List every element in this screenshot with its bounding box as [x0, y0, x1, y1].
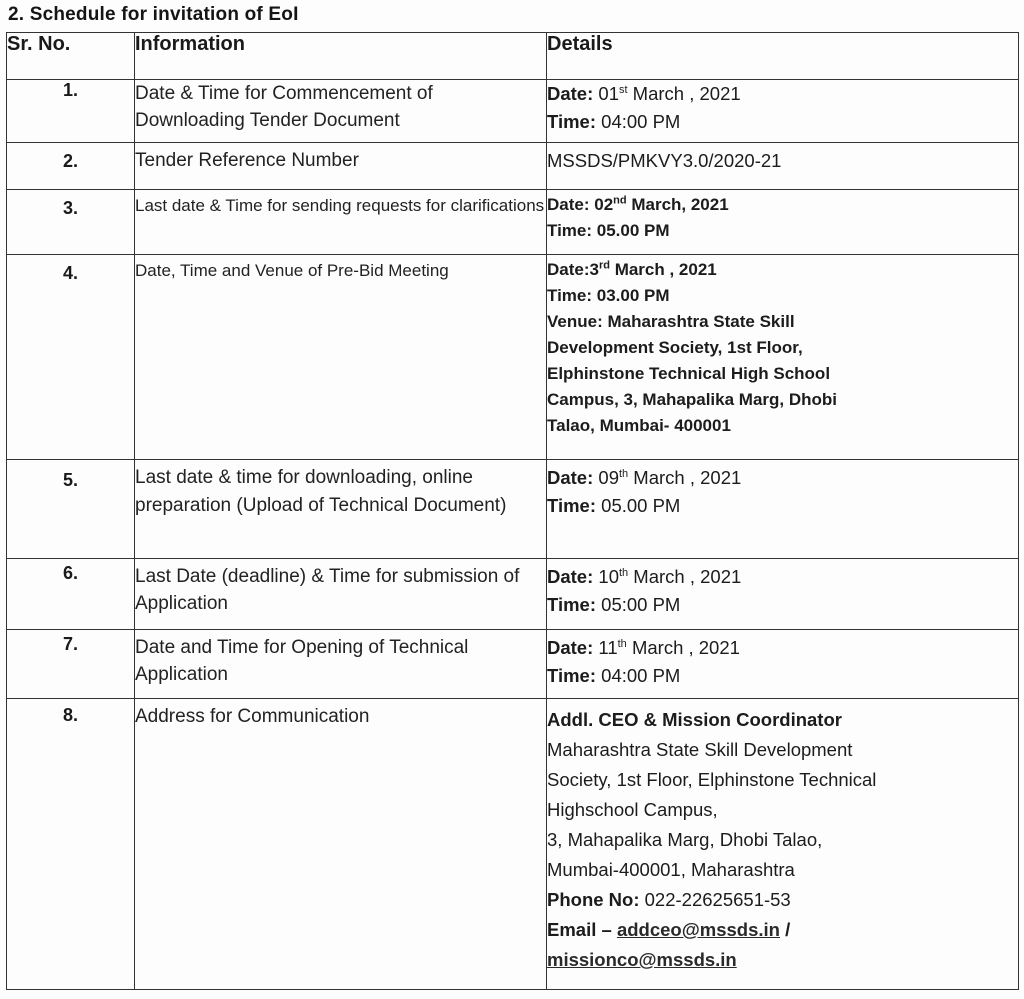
row-information: Last date & time for downloading, online preparation (Upload of Technical Document)	[135, 460, 547, 559]
row-details	[547, 255, 1019, 460]
section-heading: 2. Schedule for invitation of EoI	[8, 4, 299, 25]
date-rest: March , 2021	[628, 566, 742, 587]
date-label: Date:	[547, 467, 594, 488]
address-line-2: Society, 1st Floor, Elphinstone Technical	[547, 769, 877, 790]
date-line	[547, 464, 1018, 492]
date-label: Date:	[547, 195, 590, 214]
date-label: Date:	[547, 637, 594, 658]
time-line	[547, 662, 1018, 690]
row-details: MSSDS/PMKVY3.0/2020-21	[547, 143, 1019, 190]
table-row	[7, 143, 1019, 190]
table-row	[7, 255, 1019, 460]
row-information: Last Date (deadline) & Time for submission of Application	[135, 559, 547, 630]
header-information: Information	[135, 33, 547, 80]
date-rest: March , 2021	[626, 637, 740, 658]
time-label: Time:	[547, 594, 597, 615]
table-row	[7, 460, 1019, 559]
row-details	[547, 190, 1019, 255]
date-rest: March , 2021	[628, 467, 742, 488]
email-line	[547, 915, 1018, 945]
email-separator: /	[779, 919, 791, 940]
row-information: Date & Time for Commencement of Downloading Tender Document	[135, 80, 547, 143]
date-label: Date:3	[547, 260, 599, 279]
time-value: 05:00 PM	[596, 594, 681, 615]
time-line: Time: 03.00 PM	[547, 286, 670, 305]
date-rest: March, 2021	[626, 195, 729, 214]
date-label: Date:	[547, 83, 594, 104]
table-row	[7, 699, 1019, 990]
table-row	[7, 80, 1019, 143]
email-link-missionco[interactable]: missionco@mssds.in	[547, 949, 737, 970]
time-label: Time:	[547, 495, 597, 516]
header-details: Details	[547, 33, 1019, 80]
row-details	[547, 559, 1019, 630]
row-information: Last date & Time for sending requests for clarifications	[135, 190, 547, 255]
address-line-3: Highschool Campus,	[547, 799, 718, 820]
row-information: Address for Communication	[135, 699, 547, 990]
row-sr-no: 4.	[7, 255, 135, 460]
table-row	[7, 630, 1019, 699]
date-suffix: rd	[598, 259, 610, 272]
date-line	[547, 634, 1018, 662]
date-day: 02	[589, 195, 614, 214]
address-title: Addl. CEO & Mission Coordinator	[547, 709, 842, 730]
date-suffix: st	[618, 83, 628, 96]
date-label: Date:	[547, 566, 594, 587]
time-value: 05.00 PM	[596, 495, 681, 516]
row-sr-no: 5.	[7, 460, 135, 559]
time-value: 04:00 PM	[596, 665, 681, 686]
address-line-1: Maharashtra State Skill Development	[547, 739, 853, 760]
address-line-4: 3, Mahapalika Marg, Dhobi Talao,	[547, 829, 823, 850]
table-row	[7, 190, 1019, 255]
phone-label: Phone No:	[547, 889, 640, 910]
date-suffix: th	[618, 467, 629, 480]
date-day: 09	[593, 467, 619, 488]
email-link-addceo[interactable]: addceo@mssds.in	[616, 919, 780, 940]
row-details	[547, 699, 1019, 990]
time-line	[547, 108, 1018, 136]
date-line	[547, 80, 1018, 108]
date-day: 10	[593, 566, 619, 587]
date-suffix: th	[617, 637, 627, 650]
row-sr-no: 1.	[7, 80, 135, 143]
row-information: Tender Reference Number	[135, 143, 547, 190]
row-sr-no: 6.	[7, 559, 135, 630]
date-suffix: nd	[613, 194, 627, 207]
table-header-row	[7, 33, 1019, 80]
phone-line	[547, 885, 1018, 915]
row-details	[547, 80, 1019, 143]
time-line	[547, 492, 1018, 520]
date-line	[547, 257, 1018, 283]
date-line	[547, 192, 1018, 218]
email-label: Email –	[547, 919, 617, 940]
time-line	[547, 591, 1018, 619]
row-details	[547, 460, 1019, 559]
time-label: Time:	[547, 111, 597, 132]
date-day: 01	[593, 83, 619, 104]
date-suffix: th	[618, 566, 629, 579]
date-day: 11	[593, 637, 618, 658]
row-sr-no: 8.	[7, 699, 135, 990]
schedule-table	[6, 32, 1019, 990]
row-details	[547, 630, 1019, 699]
time-label: Time:	[547, 665, 597, 686]
table-row	[7, 559, 1019, 630]
row-sr-no: 2.	[7, 143, 135, 190]
venue-text: Venue: Maharashtra State Skill Development Society, 1st Floor, Elphinstone Technical High School Campus, 3, Mahapalika Marg, Dhobi Talao, Mumbai- 400001	[547, 312, 838, 435]
date-rest: March , 2021	[627, 83, 741, 104]
address-line-5: Mumbai-400001, Maharashtra	[547, 859, 795, 880]
email-line-2	[547, 945, 1018, 975]
phone-value: 022-22625651-53	[639, 889, 791, 910]
date-rest: March , 2021	[609, 260, 717, 279]
row-information: Date and Time for Opening of Technical Application	[135, 630, 547, 699]
row-sr-no: 3.	[7, 190, 135, 255]
header-sr-no: Sr. No.	[7, 33, 135, 80]
date-line	[547, 563, 1018, 591]
time-line: Time: 05.00 PM	[547, 221, 670, 240]
row-sr-no: 7.	[7, 630, 135, 699]
row-information: Date, Time and Venue of Pre-Bid Meeting	[135, 255, 547, 460]
time-value: 04:00 PM	[596, 111, 681, 132]
